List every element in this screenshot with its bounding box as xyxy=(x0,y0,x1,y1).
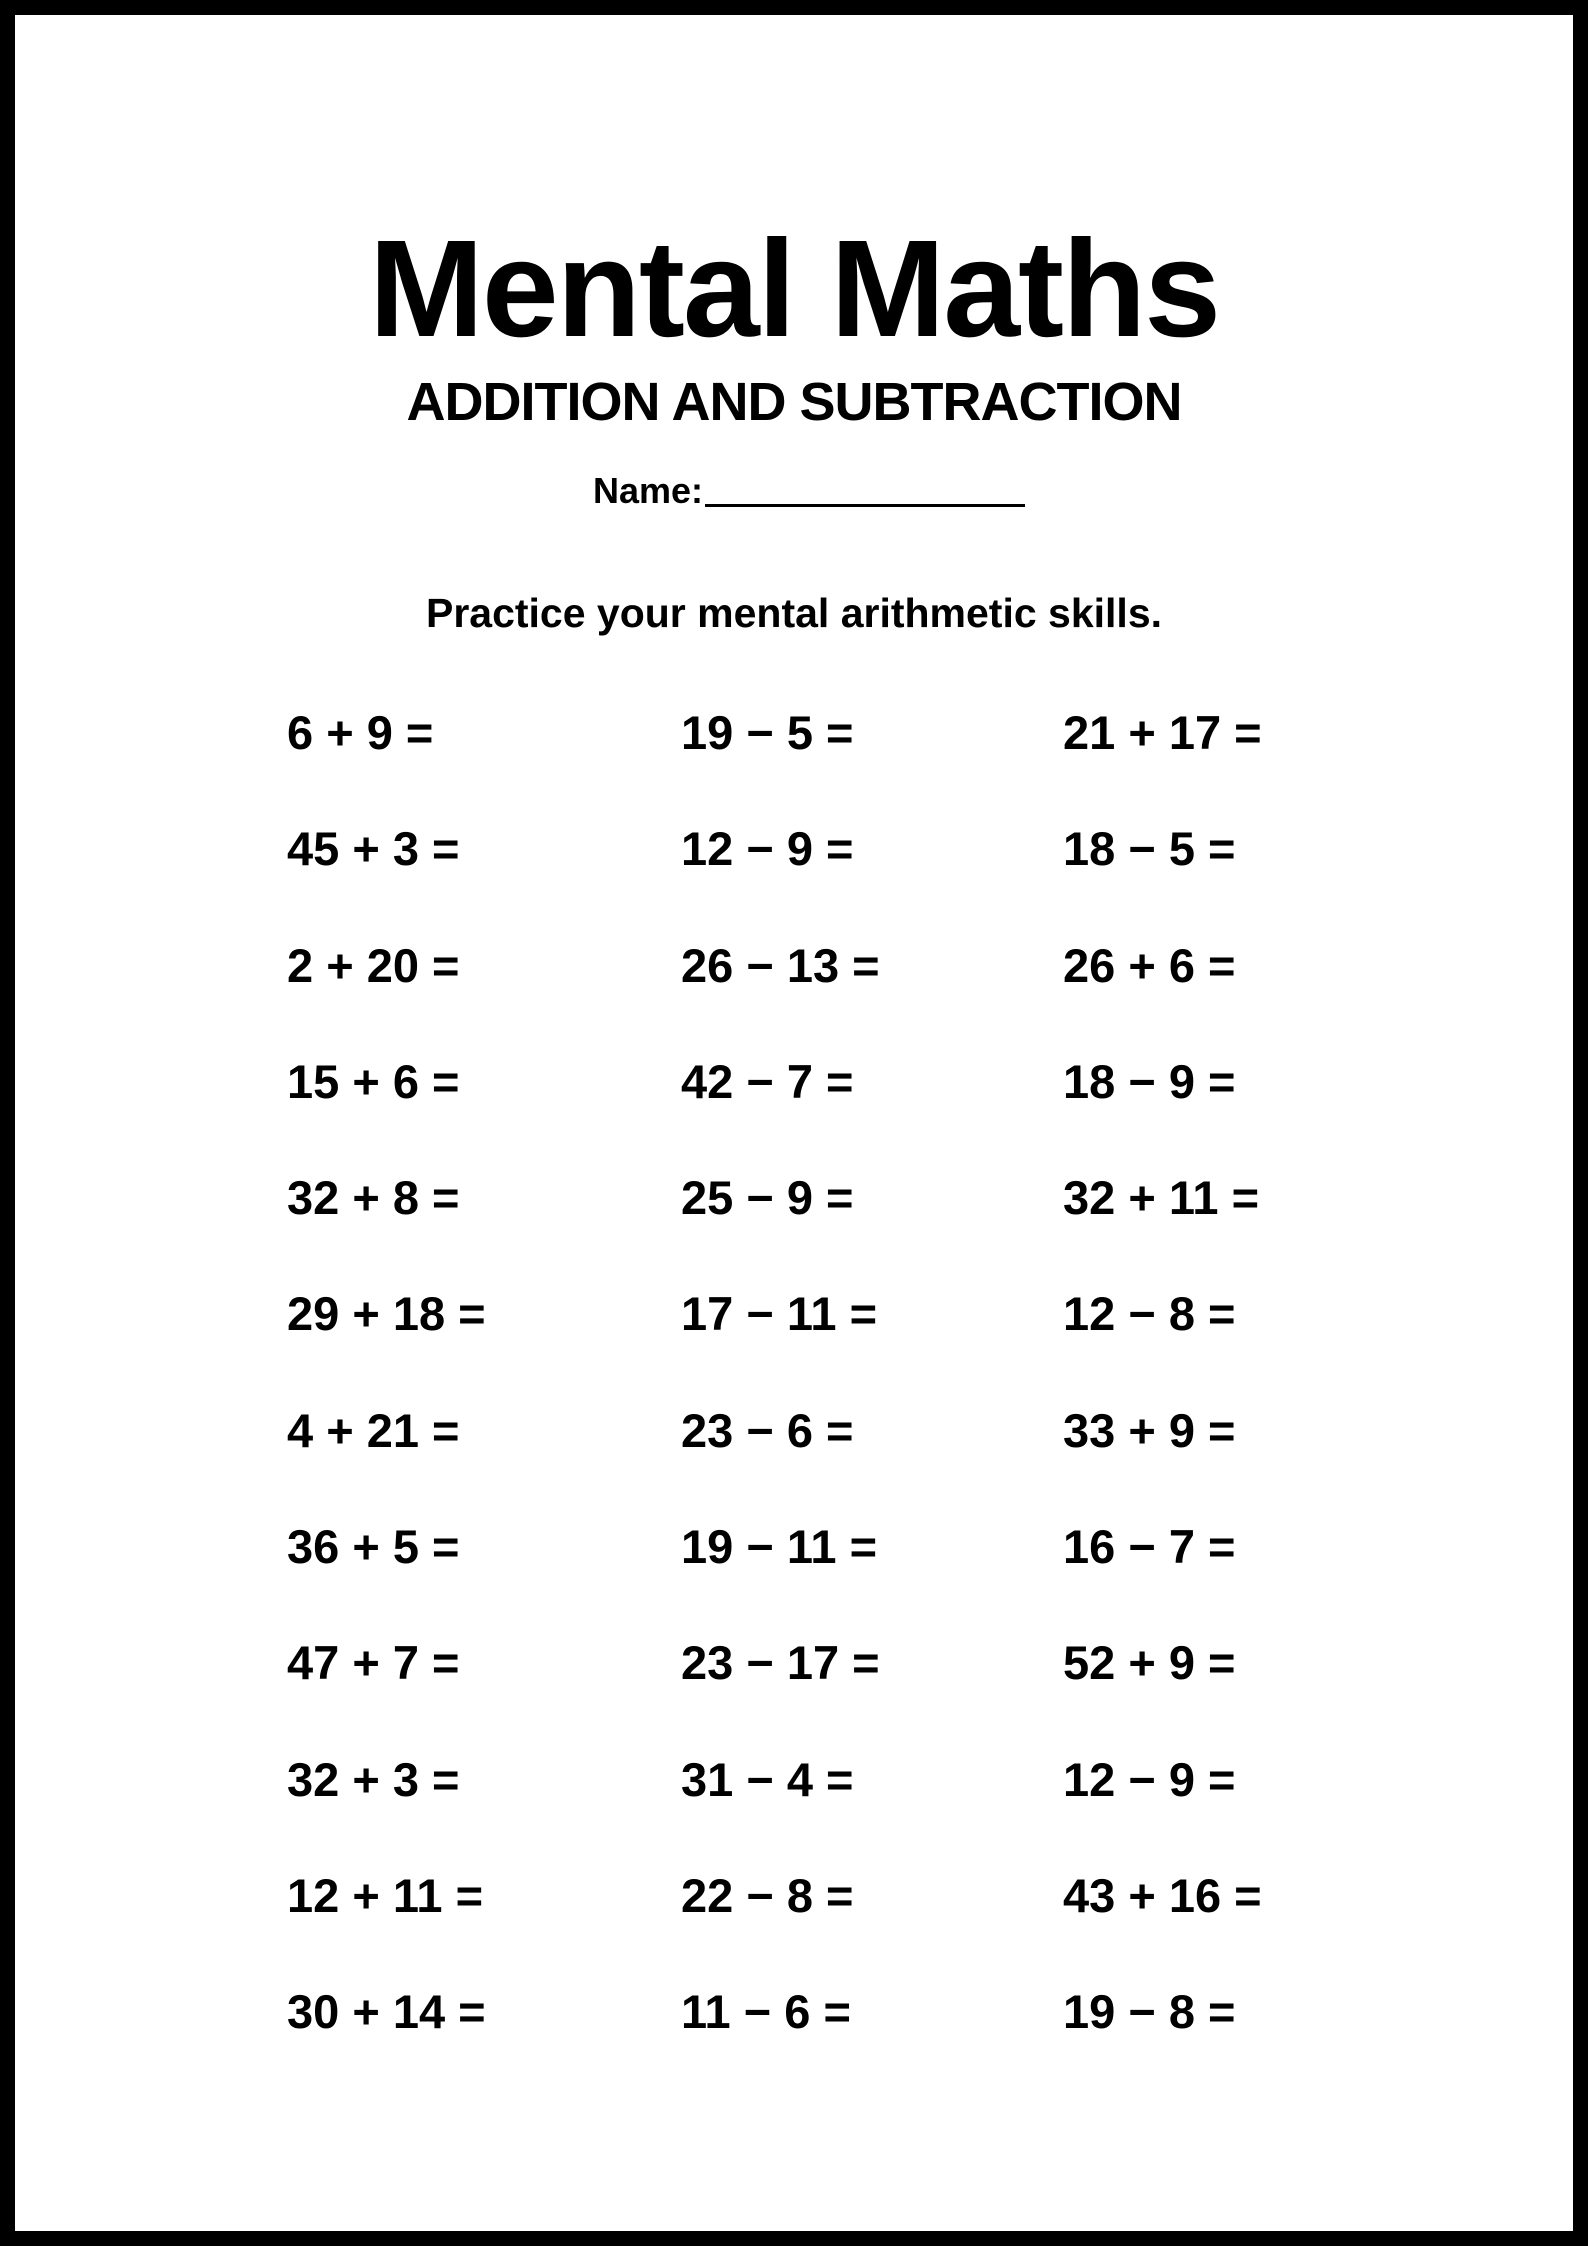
name-label: Name: xyxy=(593,470,704,511)
problem: 15 + 6 = xyxy=(287,1054,460,1108)
problem: 32 + 8 = xyxy=(287,1171,460,1225)
problem: 12 − 9 = xyxy=(681,822,854,876)
problem: 18 − 9 = xyxy=(1063,1054,1236,1108)
name-underline[interactable] xyxy=(705,504,1025,507)
problem: 45 + 3 = xyxy=(287,822,460,876)
instructions: Practice your mental arithmetic skills. xyxy=(425,590,1163,636)
problem: 31 − 4 = xyxy=(681,1752,854,1806)
problem: 4 + 21 = xyxy=(287,1403,460,1457)
problem: 26 − 13 = xyxy=(681,938,880,992)
problem: 29 + 18 = xyxy=(287,1287,486,1341)
problem: 26 + 6 = xyxy=(1063,938,1236,992)
name-field[interactable] xyxy=(593,470,1025,511)
problem: 33 + 9 = xyxy=(1063,1403,1236,1457)
problem: 23 − 17 = xyxy=(681,1636,880,1690)
problem: 11 − 6 = xyxy=(681,1985,851,2039)
problem: 17 − 11 = xyxy=(681,1287,878,1341)
problem: 47 + 7 = xyxy=(287,1636,460,1690)
problem: 19 − 5 = xyxy=(681,706,854,759)
problem: 2 + 20 = xyxy=(287,938,460,992)
problem: 25 − 9 = xyxy=(681,1171,854,1225)
problem-grid xyxy=(287,705,1387,2101)
problem: 16 − 7 = xyxy=(1063,1520,1236,1574)
problem: 12 − 9 = xyxy=(1063,1752,1236,1806)
problem: 12 + 11 = xyxy=(287,1868,484,1922)
worksheet-subtitle: ADDITION AND SUBTRACTION xyxy=(406,372,1182,432)
problem: 43 + 16 = xyxy=(1063,1868,1262,1922)
problem: 36 + 5 = xyxy=(287,1520,460,1574)
problem: 18 − 5 = xyxy=(1063,822,1236,876)
problem: 6 + 9 = xyxy=(287,706,434,759)
problem: 32 + 11 = xyxy=(1063,1171,1260,1225)
problem: 52 + 9 = xyxy=(1063,1636,1236,1690)
problem: 21 + 17 = xyxy=(1063,706,1262,759)
problem: 19 − 8 = xyxy=(1063,1985,1236,2039)
problem: 22 − 8 = xyxy=(681,1868,854,1922)
problem: 23 − 6 = xyxy=(681,1403,854,1457)
worksheet-title: Mental Maths xyxy=(368,212,1220,366)
problem: 42 − 7 = xyxy=(681,1054,854,1108)
problem: 30 + 14 = xyxy=(287,1985,486,2039)
problem: 12 − 8 = xyxy=(1063,1287,1236,1341)
problem: 19 − 11 = xyxy=(681,1520,878,1574)
problem: 32 + 3 = xyxy=(287,1752,460,1806)
